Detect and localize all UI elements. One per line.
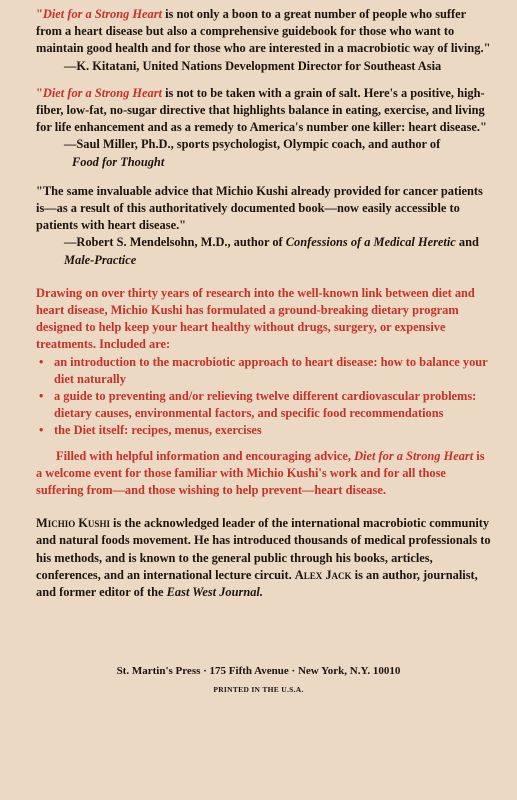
quote-miller bbox=[36, 85, 492, 137]
printed-line: PRINTED IN THE U.S.A. bbox=[213, 685, 304, 694]
quote-open: " bbox=[36, 85, 43, 100]
attribution-and: and bbox=[455, 235, 479, 250]
list-item: • a guide to preventing and/or relieving twelve different cardiovascular problems: dietary causes, environmental factors, and specific food recommendations bbox=[39, 389, 477, 421]
journal-title: East West Journal. bbox=[166, 585, 263, 600]
attribution-text: —Robert S. Mendelsohn, M.D., author of bbox=[64, 235, 286, 250]
book-title: Diet for a Strong Heart bbox=[354, 448, 474, 463]
quote-mendelsohn: "The same invaluable advice that Michio Kushi already provided for cancer patients is—as a result of this authoritatively documented book—now easily accessible to patients with heart disease." bbox=[36, 183, 483, 233]
attribution-miller-title bbox=[36, 154, 492, 171]
quote-text: is not only a boon to a great number of people who suffer from a heart disease but also a comprehensive guidebook for those who want to maintain good health and for those who are interested in a macrobiotic way of living." bbox=[36, 7, 491, 56]
author-book-title-2: Male-Practice bbox=[64, 252, 137, 267]
book-title: Diet for a Strong Heart bbox=[42, 85, 162, 100]
attribution-kitatani: —K. Kitatani, United Nations Development Director for Southeast Asia bbox=[64, 58, 442, 73]
author-bio-jack: is an author, journalist, and former editor of the bbox=[36, 567, 478, 600]
author-bio-kushi: is the acknowledged leader of the international macrobiotic community and natural foods movement. He has introduced thousands of medical professionals to his methods, and is known to the general public through his books, articles, conferences, and an international lecture circuit. bbox=[36, 516, 491, 582]
author-book-title: Confessions of a Medical Heretic bbox=[285, 235, 456, 250]
bullet-icon: • bbox=[39, 423, 44, 438]
description-closing: Filled with helpful information and encouraging advice, Diet for a Strong Heart is a welcome event for those familiar with Michio Kushi's work and for all those suffering from—and those wishing to help prevent—heart disease. bbox=[36, 448, 485, 498]
bullet-icon: • bbox=[39, 354, 44, 369]
bullet-icon: • bbox=[39, 389, 44, 404]
back-cover bbox=[36, 6, 492, 601]
list-item: • an introduction to the macrobiotic approach to heart disease: how to balance your diet naturally bbox=[39, 354, 488, 386]
feature-list bbox=[36, 354, 492, 440]
quote-open: " bbox=[36, 7, 43, 21]
list-item: • the Diet itself: recipes, menus, exercises bbox=[36, 422, 492, 439]
author-name-kushi: Michio Kushi bbox=[36, 516, 110, 531]
quote-kitatani bbox=[36, 6, 492, 58]
description-intro: Drawing on over thirty years of research into the well-known link between diet and heart disease, Michio Kushi has formulated a ground-breaking dietary program designed to help keep your heart healthy without drugs, surgery, or expensive treatments. Included are: bbox=[36, 285, 475, 352]
attribution-miller: —Saul Miller, Ph.D., sports psychologist, Olympic coach, and author of bbox=[64, 137, 441, 152]
author-bios bbox=[36, 515, 492, 601]
author-name-jack: Alex Jack bbox=[294, 567, 352, 582]
quote-text: is not to be taken with a grain of salt. Here's a positive, high-fiber, low-fat, no-sugar directive that highlights balance in eating, exercise, and living for life enhancement and as a remedy to America's number one killer: heart disease." bbox=[36, 85, 487, 135]
book-title: Diet for a Strong Heart bbox=[42, 7, 162, 21]
author-book-title: Food for Thought bbox=[72, 154, 165, 169]
attribution-mendelsohn bbox=[36, 234, 492, 268]
publisher-line: St. Martin's Press · 175 Fifth Avenue · New York, N.Y. 10010 bbox=[116, 665, 401, 677]
